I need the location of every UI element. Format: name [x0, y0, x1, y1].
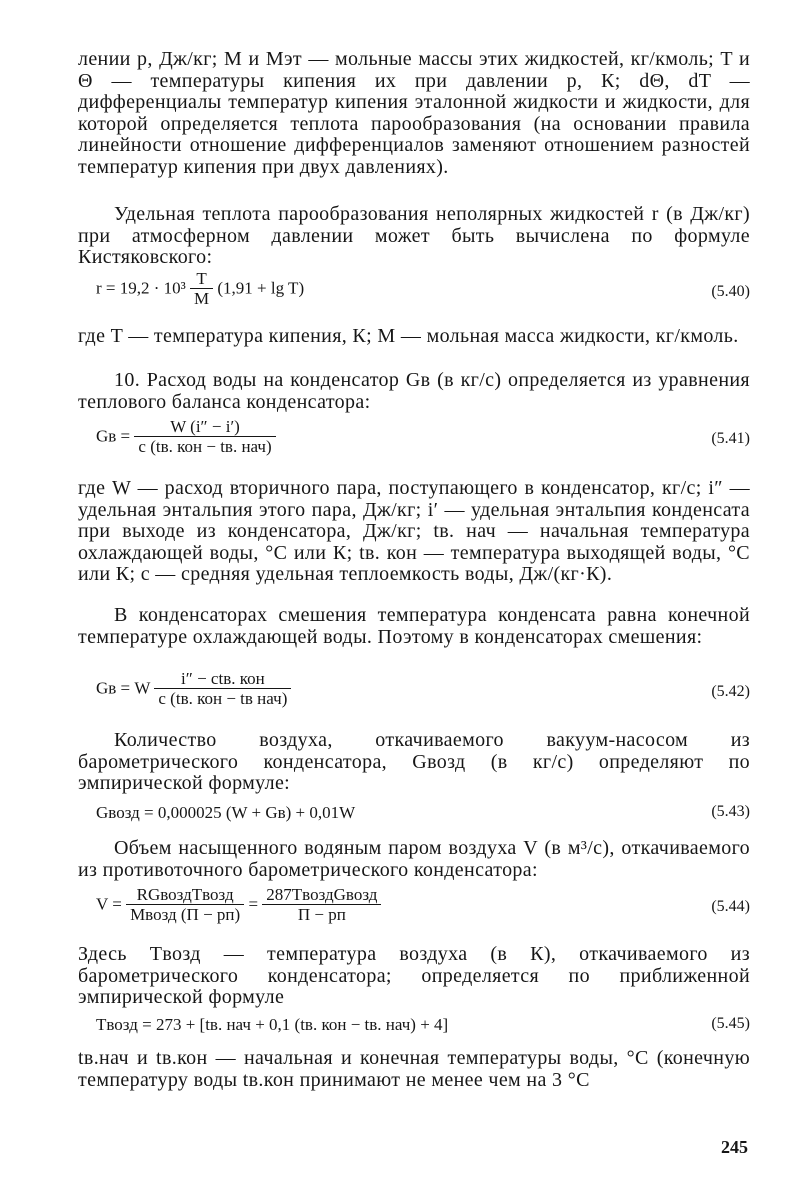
paragraph-vapor-heat-definitions: лении p, Дж/кг; M и Mэт — мольные массы этих жидкостей, кг/кмоль; T и Θ — температуры кипения их при давлении p, К; dΘ, dT — дифференциалы температур кипения эталонной жидкости и жидкости, для которой определяется теплота парообразования (на основании правила линейности отношение дифференциалов заменяют отношением разностей температур кипения при двух давлениях). — [78, 48, 750, 178]
paragraph-condenser-water-legend: где W — расход вторичного пара, поступающего в конденсатор, кг/с; i″ — удельная энтальпия этого пара, Дж/кг; i′ — удельная энтальпия конденсата при выходе из конденсатора, Дж/кг; tв. нач — начальная температура охлаждающей воды, °С или К; tв. кон — температура выходящей воды, °С или К; c — средняя удельная теплоемкость воды, Дж/(кг·К). — [78, 477, 750, 586]
equation-5-44-lhs: V = — [96, 894, 122, 914]
equation-number-5-43: (5.43) — [711, 803, 750, 820]
equation-5-44-denominator-2: П − pп — [297, 905, 346, 924]
equation-number-5-42: (5.42) — [711, 683, 750, 700]
paragraph-kistyakovsky-intro: Удельная теплота парообразования неполярных жидкостей r (в Дж/кг) при атмосферном давлении может быть вычислена по формуле Кистяковского: — [78, 203, 750, 269]
paragraph-air-temperature: Здесь Tвозд — температура воздуха (в К), откачиваемого из барометрического конденсатора; определяется по приближенной эмпирической формуле — [78, 943, 750, 1009]
equation-5-44-numerator-2: 287TвоздGвозд — [262, 886, 381, 905]
equation-5-41-fraction — [134, 418, 275, 457]
equation-number-5-40: (5.40) — [711, 283, 750, 300]
equation-5-42-fraction — [154, 670, 291, 709]
equation-number-5-44: (5.44) — [711, 898, 750, 915]
equation-5-41-denominator: c (tв. кон − tв. нач) — [138, 437, 272, 456]
equation-5-42-lhs: Gв = W — [96, 678, 151, 698]
equation-5-44-numerator-1: RGвоздTвозд — [126, 886, 244, 905]
equation-5-44-denominator-1: Mвозд (П − pп) — [130, 905, 241, 924]
equation-5-40-numerator: T — [190, 270, 213, 289]
equation-5-42-denominator: c (tв. кон − tв нач) — [158, 689, 288, 708]
equation-5-40-denominator: M — [194, 289, 210, 308]
equation-5-42-numerator: i″ − ctв. кон — [154, 670, 291, 689]
equation-5-44-fraction-1 — [126, 886, 244, 925]
paragraph-mixing-condensers: В конденсаторах смешения температура конденсата равна конечной температуре охлаждающей воды. Поэтому в конденсаторах смешения: — [78, 604, 750, 648]
paragraph-air-amount: Количество воздуха, откачиваемого вакуум-насосом из барометрического конденсатора, Gвозд (в кг/с) определяют по эмпирической формуле: — [78, 729, 750, 795]
equation-5-43: Gвозд = 0,000025 (W + Gв) + 0,01W — [96, 803, 356, 822]
equation-5-45: Tвозд = 273 + [tв. нач + 0,1 (tв. кон − tв. нач) + 4] — [96, 1015, 449, 1034]
paragraph-water-temperatures: tв.нач и tв.кон — начальная и конечная температуры воды, °С (конечную температуру воды tв.кон принимают не менее чем на 3 °С — [78, 1047, 750, 1091]
paragraph-condenser-water-intro: 10. Расход воды на конденсатор Gв (в кг/с) определяется из уравнения теплового баланса конденсатора: — [78, 369, 750, 413]
paragraph-air-volume: Объем насыщенного водяным паром воздуха V (в м³/с), откачиваемого из противоточного барометрического конденсатора: — [78, 837, 750, 881]
equation-5-41-lhs: Gв = — [96, 426, 131, 446]
equation-5-44 — [96, 886, 656, 925]
equation-5-40 — [96, 270, 656, 309]
page-number: 245 — [721, 1137, 748, 1157]
equation-5-41 — [96, 418, 656, 457]
equation-5-40-rest: (1,91 + lg T) — [217, 278, 305, 298]
equation-5-40-lhs: r = 19,2 · 10³ — [96, 278, 186, 298]
equation-5-44-equals: = — [248, 894, 259, 914]
equation-5-41-numerator: W (i″ − i′) — [134, 418, 275, 437]
paragraph-kistyakovsky-legend: где T — температура кипения, К; M — мольная масса жидкости, кг/кмоль. — [78, 325, 739, 347]
equation-5-42 — [96, 670, 656, 709]
equation-5-40-fraction — [190, 270, 213, 309]
equation-number-5-41: (5.41) — [711, 430, 750, 447]
equation-number-5-45: (5.45) — [711, 1015, 750, 1032]
equation-5-44-fraction-2 — [262, 886, 381, 925]
